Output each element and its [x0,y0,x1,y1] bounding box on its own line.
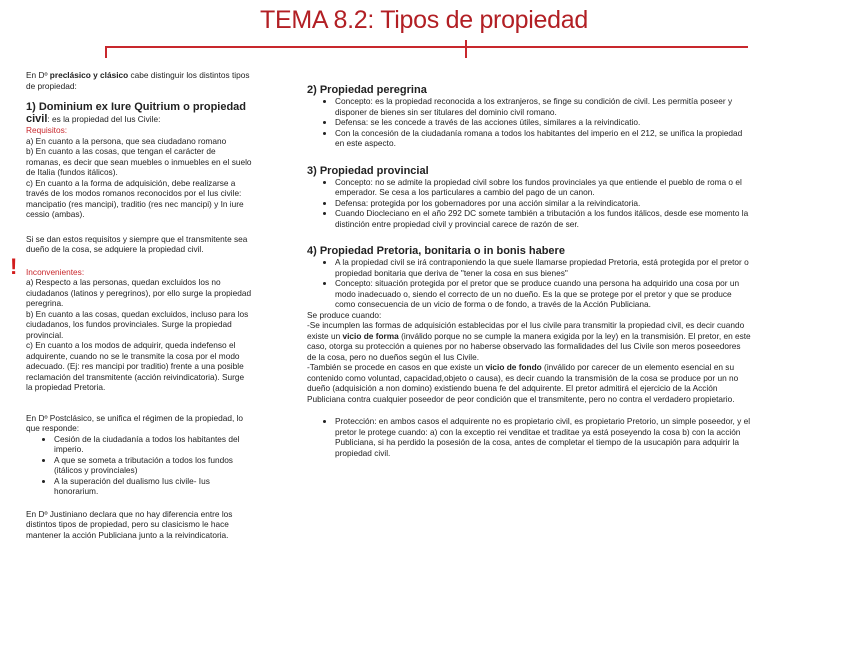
list-item: • Concepto: situación protegida por el pretor que se produce cuando una persona ha adquirido una cosa por un modo inadecuado o, siendo el correcto de un no dueño. Es la que se protege por el pretor y que se produce como consecuencia de un vicio de forma o de fondo, a través de la Acción Publiciana. [335,278,752,310]
section-2-heading: 2) Propiedad peregrina [307,84,427,96]
section-3-list [307,177,752,230]
left-column [26,70,252,540]
list-item: • Concepto: no se admite la propiedad civil sobre los fundos provinciales ya que entiende el pueblo de roma o el emperador. Se cesa a los particulares a cambio del pago de un canon. [335,177,752,198]
proteccion-list [307,416,752,458]
requisitos-label: Requisitos: [26,125,68,135]
list-item: • Defensa: se les concede a través de las acciones útiles, similares a la reivindicatio. [335,117,752,128]
vicio-fondo-paragraph: -También se procede en casos en que existe un vicio de fondo (inválido por carecer de un elemento esencial en su contenido como voluntad, capacidad,objeto o causa), es decir cuando la transmisión de la cosa se produce por un no dueño (adquisición a non domino) existiendo buena fe del adquirente. El pretor admitirá el ejercicio de la Acción Publiciana contra cualquier poseedor de peor condición que el transmitente, pero no contra el verdadero propietario. [307,362,739,404]
list-item: • A que se someta a tributación a todos los fundos (itálicos y provinciales) [54,455,252,476]
divider-tick-left [105,46,107,58]
intro-paragraph: En Dº preclásico y clásico cabe distinguir los distintos tipos de propiedad: [26,70,250,91]
list-item: • Defensa: protegida por los gobernadores por una acción similar a la reivindicatoria. [335,198,752,209]
postclasico-paragraph: En Dº Postclásico, se unifica el régimen de la propiedad, lo que responde: [26,412,244,433]
list-item: • Protección: en ambos casos el adquirente no es propietario civil, es propietario Pretorio, un simple poseedor, y el pretor le protege cuando: a) con la exceptio rei venditae et traditae ya está poseyendo la cosa b) con la acción Publiciana, si ha perdido la posesión de la cosa, antes de completar el tiempo de la usucapión para adquirir la propiedad civil. [335,416,752,458]
right-column [307,84,752,458]
inconveniente-c: c) En cuanto a los modos de adquirir, queda indefenso el adquirente, cuando no se le transmite la cosa por el modo adecuado. (Ej: res mancipi por traditio) frente a una posible reclamación del transmitente (acción reivindicatoria). Surge la propiedad Pretoria. [26,340,245,392]
postclasico-list [26,434,252,497]
se-produce-label: Se produce cuando: [307,309,382,320]
requisito-c: c) En cuanto a la forma de adquisición, debe realizarse a través de los modos romanos reconocidos por el Ius civile: mancipatio (res mancipi), traditio (res nec mancipi) y In iure cessio (ambas). [26,177,244,219]
page-title: TEMA 8.2: Tipos de propiedad [260,6,588,34]
list-item: • A la superación del dualismo Ius civile- Ius honorarium. [54,476,252,497]
inconvenientes-label: Inconvenientes: [26,266,85,277]
list-item: • A la propiedad civil se irá contraponiendo la que suele llamarse propiedad Pretoria, está protegida por el pretor o propiedad bonitaria que deriva de "tener la cosa en sus bienes" [335,257,752,278]
warning-icon: ! [10,254,18,279]
title-divider [105,46,748,48]
vicio-forma-paragraph: -Se incumplen las formas de adquisición establecidas por el Ius civile para transmitir la propiedad civil, es decir cuando existe un vicio de forma (inválido porque no se cumple la manera exigida por la ley) en la transmisión. El pretor, en este caso, otorga su protección a quienes por no haberse observado las formalidades del Ius Civile son meros poseedores de la cosa, pero no dueños según el Ius Civile. [307,320,751,362]
justiniano-paragraph: En Dº Justiniano declara que no hay diferencia entre los distintos tipos de propiedad, pero su clasicismo le hace mantener la acción Publiciana junto a la reivindicatoria. [26,508,233,540]
section-1-heading: 1) Dominium ex Iure Quitrium o propiedad civil: es la propiedad del Ius Civile: [26,101,247,125]
section-4-heading: 4) Propiedad Pretoria, bonitaria o in bonis habere [307,245,565,257]
si-se-dan-paragraph: Si se dan estos requisitos y siempre que el transmitente sea dueño de la cosa, se adquiere la propiedad civil. [26,233,248,254]
requisito-a: a) En cuanto a la persona, que sea ciudadano romano [26,135,227,146]
list-item: • Concepto: es la propiedad reconocida a los extranjeros, se finge su condición de civil. Les permitía poseer y disponer de bienes sin ser titulares del dominio civil romano. [335,96,752,117]
divider-tick-center [465,40,467,58]
inconveniente-b: b) En cuanto a las cosas, quedan excluidos, incluso para los ciudadanos, los fundos provinciales. Surge la propiedad provincial. [26,308,249,340]
inconveniente-a: a) Respecto a las personas, quedan excluidos los no ciudadanos (latinos y peregrinos), por ello surge la propiedad peregrina. [26,277,252,308]
section-4-list [307,257,752,310]
section-2-list [307,96,752,149]
list-item: • Cuando Diocleciano en el año 292 DC somete también a tributación a los fundos itálicos, desde ese momento la distinción entre propiedad civil y provincial carece de razón de ser. [335,208,752,229]
list-item: • Cesión de la ciudadanía a todos los habitantes del imperio. [54,434,252,455]
requisito-b: b) En cuanto a las cosas, que tengan el carácter de romanas, es decir que sean muebles o inmuebles en el suelo de Italia (fundos itálicos). [26,146,252,177]
section-3-heading: 3) Propiedad provincial [307,164,429,177]
list-item: • Con la concesión de la ciudadanía romana a todos los habitantes del imperio en el 212, se unifica la propiedad en este aspecto. [335,128,752,149]
